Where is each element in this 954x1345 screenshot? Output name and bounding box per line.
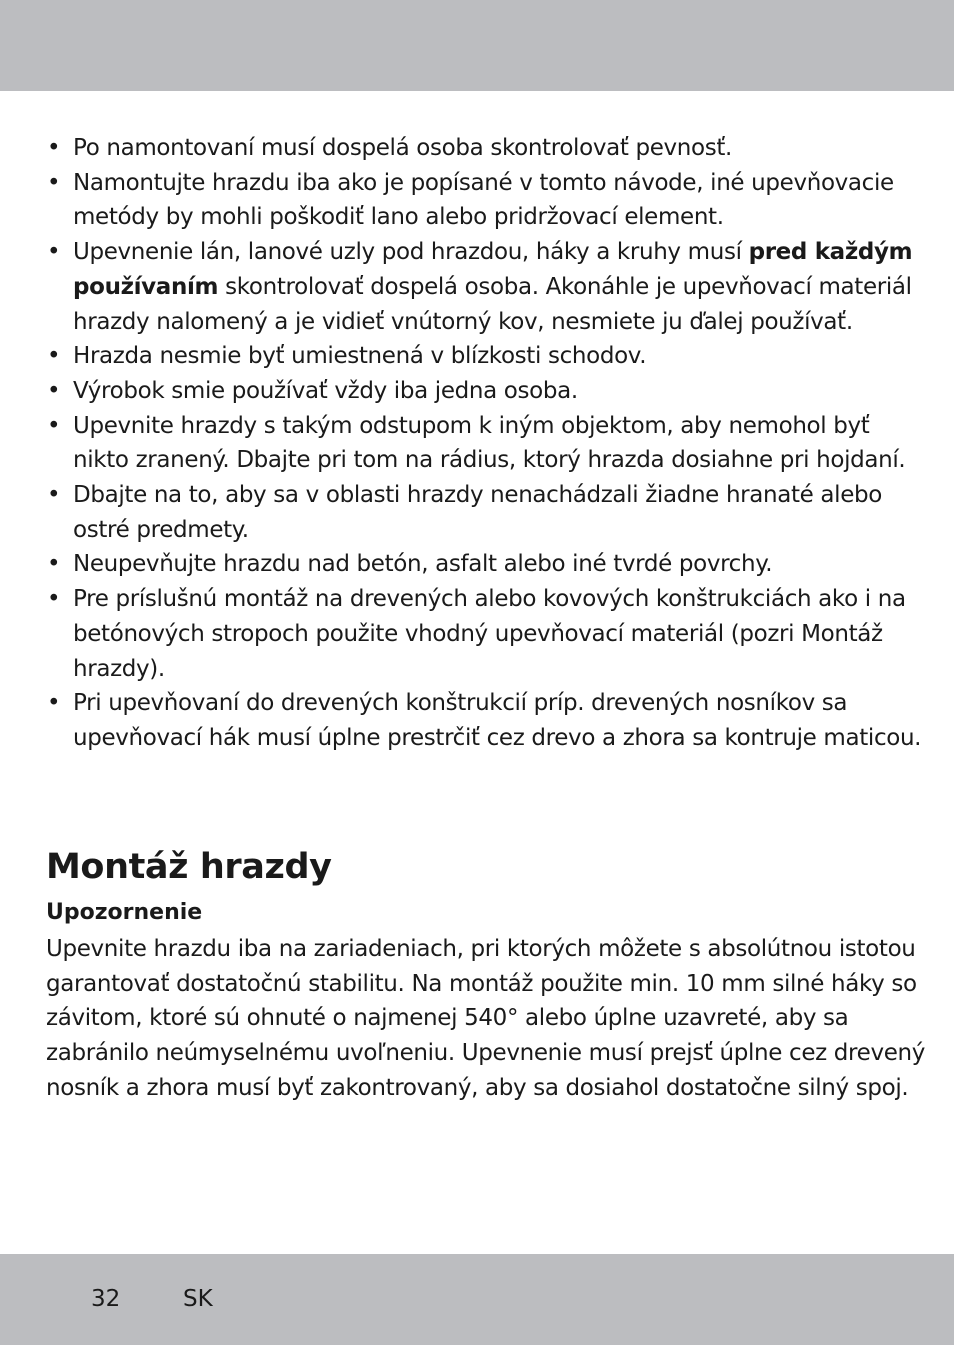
bullet-text: Namontujte hrazdu iba ako je popísané v tomto návode, iné upevňovacie metódy by mohli poškodiť lano alebo pridržovací element. [73, 169, 894, 231]
bullet-dot-icon: • [47, 586, 61, 613]
bullet-dot-icon: • [47, 690, 61, 717]
bullet-dot-icon: • [47, 239, 61, 266]
bullet-text: Výrobok smie používať vždy iba jedna osoba. [73, 377, 578, 404]
bullet-text: Hrazda nesmie byť umiestnená v blízkosti schodov. [73, 343, 647, 370]
language-code: SK [183, 1286, 213, 1312]
bullet-text: Pri upevňovaní do drevených konštrukcií príp. drevených nosníkov sa upevňovací hák musí úplne prestrčiť cez drevo a zhora sa kontruje maticou. [73, 690, 922, 751]
bullet-item [47, 547, 927, 582]
bullet-text: skontrolovať dospelá osoba. Akonáhle je upevňovací materiál hrazdy nalomený a je vidieť vnútorný kov, nesmiete ju ďalej používať. [73, 273, 912, 335]
bullet-item [47, 339, 927, 374]
bullet-item [47, 686, 927, 755]
warning-paragraph: Upevnite hrazdu iba na zariadeniach, pri ktorých môžete s absolútnou istotou garantovať dostatočnú stabilitu. Na montáž použite min. 10 mm silné háky so závitom, ktoré sú ohnuté o najmenej 540° alebo úplne uzavreté, aby sa zabránilo neúmyselnému uvoľneniu. Upevnenie musí prejsť úplne cez drevený nosník a zhora musí byť zakontrovaný, aby sa dosiahol dostatočne silný spoj. [46, 936, 926, 1101]
bullet-dot-icon: • [47, 551, 61, 578]
bullet-item [47, 478, 927, 547]
bullet-item [47, 409, 927, 478]
bullet-dot-icon: • [47, 135, 61, 161]
warning-subheading: Upozornenie [46, 900, 203, 925]
bullet-text: Po namontovaní musí dospelá osoba skontrolovať pevnosť. [73, 135, 732, 161]
bullet-text: Dbajte na to, aby sa v oblasti hrazdy nenachádzali žiadne hranaté alebo ostré predmety. [73, 482, 882, 543]
bullet-text: Upevnite hrazdy s takým odstupom k iným objektom, aby nemohol byť nikto zranený. Dbajte pri tom na rádius, ktorý hrazda dosiahne pri hojdaní. [73, 412, 906, 474]
bullet-dot-icon: • [47, 412, 61, 439]
header-band [0, 0, 954, 91]
bullet-dot-icon: • [47, 343, 61, 370]
bullet-text-bold: pred každým používaním [73, 239, 913, 300]
safety-bullet-list [47, 131, 927, 756]
bullet-item [47, 582, 927, 686]
bullet-item [47, 235, 927, 339]
bullet-item [47, 131, 927, 166]
bullet-dot-icon: • [47, 482, 61, 509]
bullet-dot-icon: • [47, 169, 61, 196]
bullet-text: Upevnenie lán, lanové uzly pod hrazdou, háky a kruhy musí [73, 239, 749, 266]
bullet-text: Pre príslušnú montáž na drevených alebo kovových konštrukciách ako i na betónových stropoch použite vhodný upevňovací materiál (pozri Montáž hrazdy). [73, 586, 906, 682]
bullet-text: Neupevňujte hrazdu nad betón, asfalt alebo iné tvrdé povrchy. [73, 551, 773, 578]
bullet-dot-icon: • [47, 377, 61, 404]
page-number: 32 [91, 1286, 121, 1312]
section-heading: Montáž hrazdy [46, 847, 332, 887]
footer-band [0, 1254, 954, 1345]
bullet-item [47, 374, 927, 409]
bullet-item [47, 166, 927, 235]
